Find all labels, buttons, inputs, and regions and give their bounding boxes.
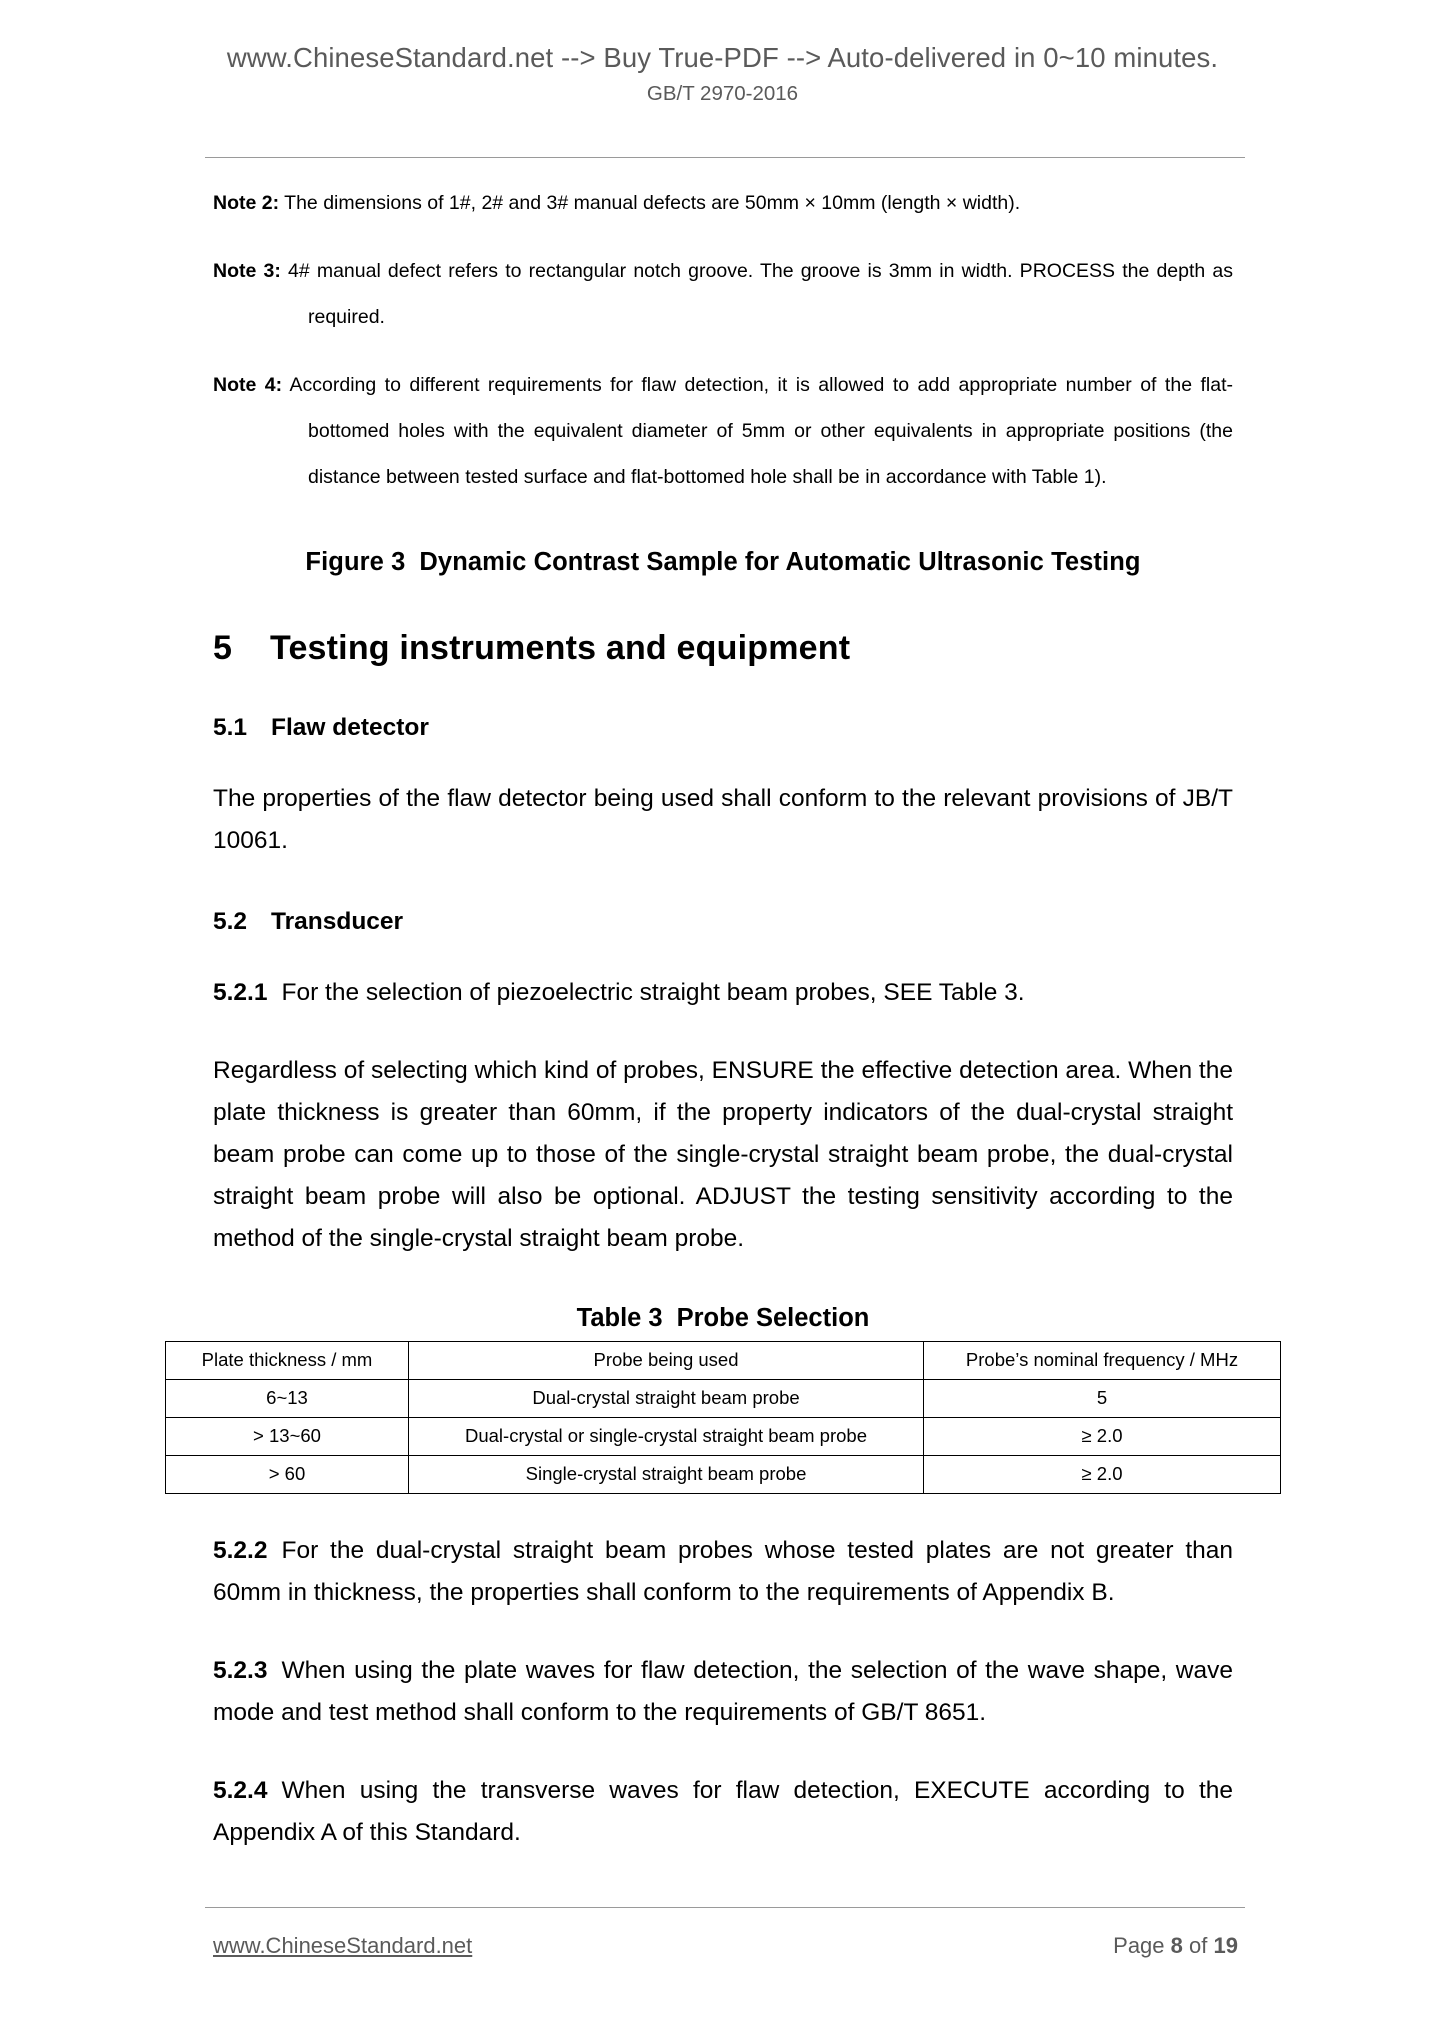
cell-probe-used: Dual-crystal or single-crystal straight beam probe [409, 1418, 924, 1456]
clause-5-2-4-number: 5.2.4 [213, 1777, 268, 1804]
note-2-label: Note 2: [213, 192, 280, 214]
footer-website-link[interactable]: www.ChineseStandard.net [213, 1933, 473, 1958]
promo-banner: www.ChineseStandard.net --> Buy True-PDF --> Auto-delivered in 0~10 minutes. [226, 42, 1219, 73]
clause-5-2-2 [213, 1530, 1233, 1614]
cell-plate-thickness: > 60 [166, 1456, 409, 1494]
heading-section-5-2-number: 5.2 [213, 908, 248, 935]
cell-nominal-frequency: ≥ 2.0 [924, 1418, 1281, 1456]
cell-probe-used: Dual-crystal straight beam probe [409, 1380, 924, 1418]
note-3 [213, 248, 1233, 340]
table-3-title: Probe Selection [676, 1304, 870, 1332]
cell-plate-thickness: > 13~60 [166, 1418, 409, 1456]
table-header-row [166, 1342, 1281, 1380]
clause-5-2-3-number: 5.2.3 [213, 1657, 268, 1684]
figure-3-title: Dynamic Contrast Sample for Automatic Ultrasonic Testing [419, 548, 1141, 576]
clause-5-2-3-text: When using the plate waves for flaw detection, the selection of the wave shape, wave mode and test method shall conform to the requirements of GB/T 8651. [213, 1657, 1233, 1726]
heading-section-5-number: 5 [213, 629, 233, 667]
footer-page-middle: of [1189, 1933, 1208, 1958]
paragraph-5-2-body: Regardless of selecting which kind of probes, ENSURE the effective detection area. When the plate thickness is greater than 60mm, if the property indicators of the dual-crystal straight beam probe can come up to those of the single-crystal straight beam probe, the dual-crystal straight beam probe will also be optional. ADJUST the testing sensitivity according to the method of the single-crystal straight beam probe. [213, 1057, 1233, 1252]
clause-5-2-2-text: For the dual-crystal straight beam probes whose tested plates are not greater than 60mm in thickness, the properties shall conform to the requirements of Appendix B. [213, 1537, 1233, 1606]
paragraph-5-1: The properties of the flaw detector being used shall conform to the relevant provisions of JB/T 10061. [213, 785, 1233, 854]
page-header [0, 42, 1445, 106]
header-divider [205, 157, 1245, 158]
figure-3-caption [213, 548, 1233, 577]
heading-section-5-2 [213, 908, 1233, 936]
heading-section-5-1-title: Flaw detector [271, 714, 429, 741]
page-footer [213, 1933, 1238, 1959]
table-header-probe-used: Probe being used [409, 1342, 924, 1380]
clause-5-2-4-text: When using the transverse waves for flaw detection, EXECUTE according to the Appendix A of this Standard. [213, 1777, 1233, 1846]
footer-page-total: 19 [1213, 1933, 1238, 1958]
footer-page-number: 8 [1170, 1933, 1183, 1958]
note-4-text: According to different requirements for flaw detection, it is allowed to add appropriate number of the flat-bottomed holes with the equivalent diameter of 5mm or other equivalents in appropriate positions (the distance between tested surface and flat-bottomed hole shall be in accordance with Table 1). [289, 374, 1233, 488]
heading-section-5-2-title: Transducer [271, 908, 404, 935]
table-row [166, 1380, 1281, 1418]
clause-5-2-1-number: 5.2.1 [213, 979, 268, 1006]
table-row [166, 1456, 1281, 1494]
heading-section-5-title: Testing instruments and equipment [270, 629, 851, 667]
clause-5-2-1 [213, 972, 1233, 1014]
cell-plate-thickness: 6~13 [166, 1380, 409, 1418]
table-3-label: Table 3 [576, 1304, 663, 1332]
clause-5-2-4 [213, 1770, 1233, 1854]
table-header-nominal-frequency: Probe’s nominal frequency / MHz [924, 1342, 1281, 1380]
footer-divider [205, 1907, 1245, 1908]
standard-code: GB/T 2970-2016 [646, 82, 799, 105]
heading-section-5-1-number: 5.1 [213, 714, 248, 741]
cell-nominal-frequency: ≥ 2.0 [924, 1456, 1281, 1494]
note-2-text: The dimensions of 1#, 2# and 3# manual defects are 50mm × 10mm (length × width). [284, 192, 1021, 214]
table-header-plate-thickness: Plate thickness / mm [166, 1342, 409, 1380]
note-3-text: 4# manual defect refers to rectangular notch groove. The groove is 3mm in width. PROCESS the depth as required. [287, 260, 1233, 328]
clause-5-2-3 [213, 1650, 1233, 1734]
clause-5-2-2-number: 5.2.2 [213, 1537, 268, 1564]
cell-probe-used: Single-crystal straight beam probe [409, 1456, 924, 1494]
table-probe-selection [165, 1341, 1281, 1494]
table-3-caption [213, 1304, 1233, 1333]
clause-5-2-1-text: For the selection of piezoelectric straight beam probes, SEE Table 3. [281, 979, 1025, 1006]
heading-section-5-1 [213, 714, 1233, 742]
footer-page-prefix: Page [1113, 1933, 1165, 1958]
page-content [201, 180, 1239, 1854]
note-2 [213, 180, 1233, 226]
heading-section-5 [213, 629, 1233, 668]
table-row [166, 1418, 1281, 1456]
figure-3-label: Figure 3 [305, 548, 406, 576]
footer-page-indicator [1113, 1933, 1238, 1959]
note-4-label: Note 4: [213, 374, 283, 396]
cell-nominal-frequency: 5 [924, 1380, 1281, 1418]
note-4 [213, 362, 1233, 500]
note-3-label: Note 3: [213, 260, 281, 282]
